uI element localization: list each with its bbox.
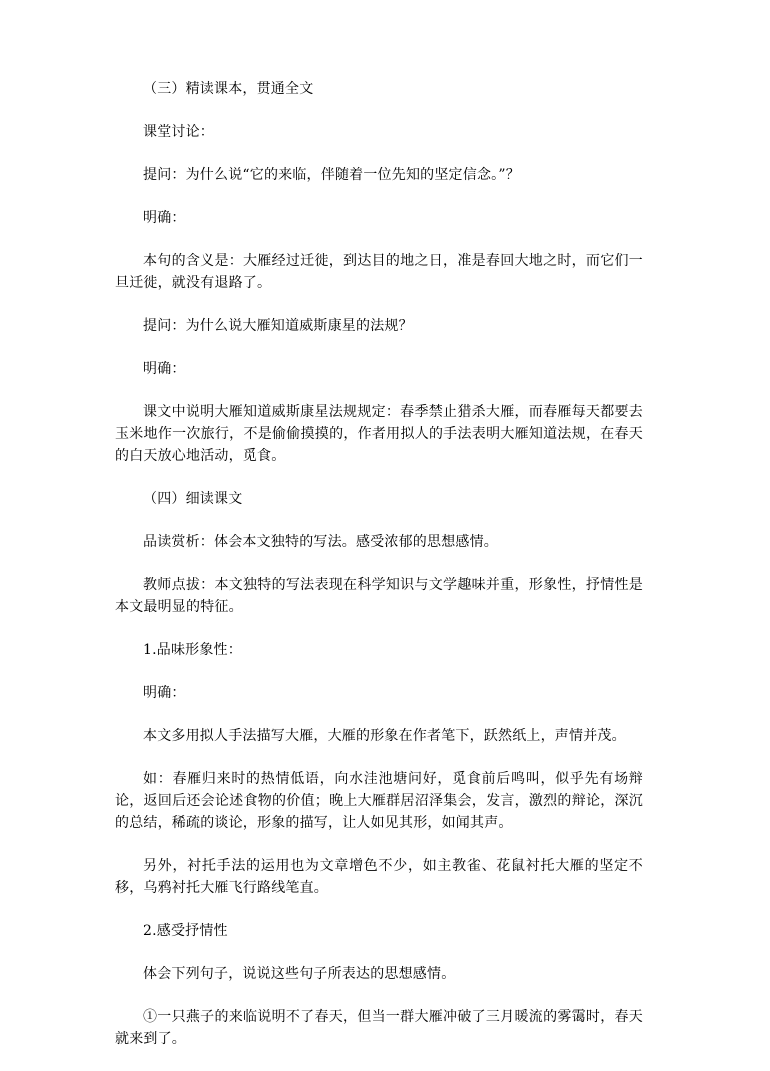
question-paragraph: 提问：为什么说“它的来临，伴随着一位先知的坚定信念。”？ [143,167,520,183]
subheading-imagery: 1.品味形象性： [143,642,242,658]
answer-paragraph: 课文中说明大雁知道威斯康星法规规定：春季禁止猎杀大雁，而春雁每天都要去玉米地作一次旅行，不是偷偷摸摸的，作者用拟人的手法表明大雁知道法规，在春天的白天放心地活动，觅食。 [115,404,643,464]
quoted-sentence-paragraph: ①一只燕子的来临说明不了春天，但当一群大雁冲破了三月暖流的雾霭时，春天就来到了。 [115,1009,643,1047]
answer-paragraph: 本句的含义是：大雁经过迁徙，到达目的地之日，准是春回大地之时，而它们一旦迁徙，就没有退路了。 [115,253,643,291]
answer-label: 明确： [143,210,186,226]
answer-label: 明确： [143,361,186,377]
question-paragraph: 提问：为什么说大雁知道威斯康星的法规？ [143,318,413,334]
section-heading-4: （四）细读课文 [143,491,243,507]
example-paragraph: 如：春雁归来时的热情低语，向水洼池塘问好，觅食前后鸣叫，似乎先有场辩论，返回后还会论述食物的价值；晚上大雁群居沼泽集会，发言，激烈的辩论，深沉的总结，稀疏的谈论，形象的描写，让人如见其形，如闻其声。 [115,771,643,831]
body-paragraph: 本文多用拟人手法描写大雁，大雁的形象在作者笔下，跃然纸上，声情并茂。 [143,728,626,744]
class-discussion-label: 课堂讨论： [143,124,214,140]
teacher-guidance-paragraph: 教师点拔：本文独特的写法表现在科学知识与文学趣味并重，形象性，抒情性是本文最明显的特征。 [115,577,643,615]
instruction-paragraph: 体会下列句子，说说这些句子所表达的思想感情。 [143,966,456,982]
document-body [115,78,643,1071]
subheading-lyricism: 2.感受抒情性 [143,923,228,939]
body-paragraph: 另外，衬托手法的运用也为文章增色不少，如主教雀、花鼠衬托大雁的坚定不移，乌鸦衬托大雁飞行路线笔直。 [115,858,643,896]
appreciation-paragraph: 品读赏析：体会本文独特的写法。感受浓郁的思想感情。 [143,534,498,550]
answer-label: 明确： [143,685,186,701]
section-heading-3: （三）精读课本，贯通全文 [143,81,314,97]
